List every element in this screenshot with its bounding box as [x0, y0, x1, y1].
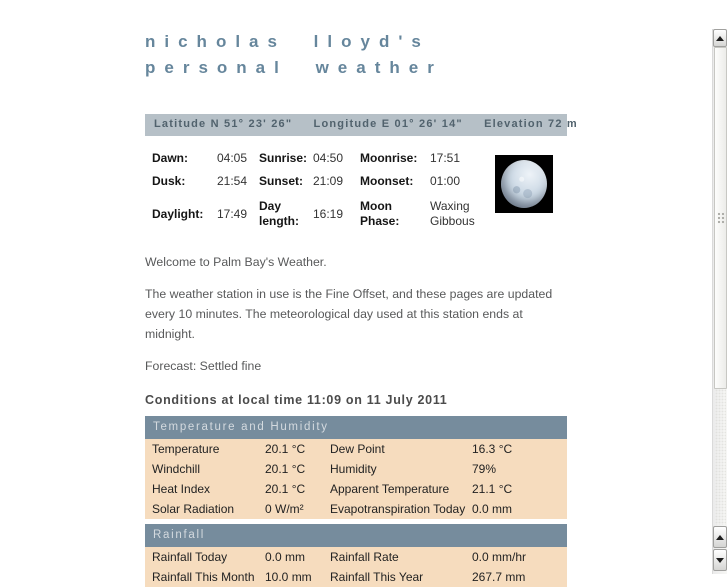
evapotranspiration-value: 0.0 mm — [472, 502, 513, 516]
rainfall-month-label: Rainfall This Month — [152, 570, 255, 584]
solar-radiation-label: Solar Radiation — [152, 502, 235, 516]
station-info-text: The weather station in use is the Fine Offset, and these pages are updated every 10 minutes. The meteorological day used at this station ends at midnight. — [145, 287, 553, 341]
solar-radiation-value: 0 W/m² — [265, 502, 304, 516]
page-title-line-2: personal weather — [145, 58, 443, 77]
scroll-down-icon — [716, 558, 724, 563]
conditions-table — [145, 416, 567, 587]
rainfall-year-value: 267.7 mm — [472, 570, 526, 584]
sunrise-label: Sunrise: — [259, 151, 308, 165]
rainfall-month-value: 10.0 mm — [265, 570, 312, 584]
section-header-rainfall: Rainfall — [145, 524, 567, 547]
rainfall-year-label: Rainfall This Year — [330, 570, 424, 584]
row-rainfall-today — [145, 547, 567, 567]
weather-page-content — [145, 29, 578, 587]
daylight-value: 17:49 — [217, 206, 248, 221]
conditions-heading: Conditions at local time 11:09 on 11 July 2011 — [145, 393, 448, 407]
scroll-up-button-bottom[interactable] — [713, 526, 727, 548]
row-heat-index — [145, 479, 567, 499]
moonrise-label: Moonrise: — [360, 151, 418, 165]
sunset-label: Sunset: — [259, 174, 304, 188]
elevation-value: Elevation 72 m — [484, 118, 578, 130]
waxing-gibbous-moon-icon — [501, 160, 547, 208]
scroll-up-icon — [716, 535, 724, 540]
sunset-value: 21:09 — [313, 174, 344, 188]
scrollbar-track[interactable] — [715, 389, 726, 525]
temperature-label: Temperature — [152, 442, 220, 456]
scroll-up-icon — [716, 36, 724, 41]
page-title-line-1: nicholas lloyd's — [145, 32, 430, 51]
scrollbar-thumb[interactable] — [714, 47, 727, 389]
moon-phase-value: Waxing Gibbous — [430, 199, 475, 228]
evapotranspiration-label: Evapotranspiration Today — [330, 502, 466, 516]
section-header-temperature-humidity: Temperature and Humidity — [145, 416, 567, 439]
astronomy-table — [145, 147, 567, 235]
scroll-down-button[interactable] — [713, 549, 727, 571]
row-temperature — [145, 439, 567, 459]
longitude-value: Longitude E 01° 26' 14" — [313, 118, 463, 130]
location-bar — [145, 114, 578, 136]
forecast-text: Forecast: Settled fine — [145, 359, 262, 373]
apparent-temperature-value: 21.1 °C — [472, 482, 513, 496]
day-length-label: Day length: — [259, 199, 299, 228]
daylight-label: Daylight: — [152, 206, 204, 221]
moonset-label: Moonset: — [360, 174, 414, 188]
dusk-value: 21:54 — [217, 174, 248, 188]
row-windchill — [145, 459, 567, 479]
temperature-value: 20.1 °C — [265, 442, 306, 456]
moon-phase-label: Moon Phase: — [360, 199, 400, 228]
heat-index-value: 20.1 °C — [265, 482, 306, 496]
dusk-label: Dusk: — [152, 174, 186, 188]
row-solar-radiation — [145, 499, 567, 519]
windchill-value: 20.1 °C — [265, 462, 306, 476]
welcome-text: Welcome to Palm Bay's Weather. — [145, 255, 327, 269]
windchill-label: Windchill — [152, 462, 201, 476]
scroll-up-button[interactable] — [713, 29, 727, 47]
row-rainfall-month — [145, 567, 567, 587]
humidity-value: 79% — [472, 462, 497, 476]
page-title — [145, 29, 567, 81]
rainfall-rate-value: 0.0 mm/hr — [472, 550, 527, 564]
rainfall-rate-label: Rainfall Rate — [330, 550, 399, 564]
heat-index-label: Heat Index — [152, 482, 211, 496]
moonset-value: 01:00 — [430, 174, 461, 188]
moon-phase-image — [495, 155, 553, 213]
dew-point-value: 16.3 °C — [472, 442, 513, 456]
humidity-label: Humidity — [330, 462, 377, 476]
latitude-value: Latitude N 51° 23' 26" — [154, 118, 293, 130]
apparent-temperature-label: Apparent Temperature — [330, 482, 450, 496]
moonrise-value: 17:51 — [430, 151, 461, 165]
dawn-label: Dawn: — [152, 151, 188, 165]
sunrise-value: 04:50 — [313, 151, 344, 165]
browser-viewport — [0, 29, 727, 584]
dawn-value: 04:05 — [217, 151, 248, 165]
day-length-value: 16:19 — [313, 206, 344, 221]
vertical-scrollbar[interactable] — [712, 29, 727, 574]
dew-point-label: Dew Point — [330, 442, 385, 456]
rainfall-today-value: 0.0 mm — [265, 550, 306, 564]
rainfall-today-label: Rainfall Today — [152, 550, 228, 564]
scrollbar-grip-icon — [717, 212, 725, 224]
